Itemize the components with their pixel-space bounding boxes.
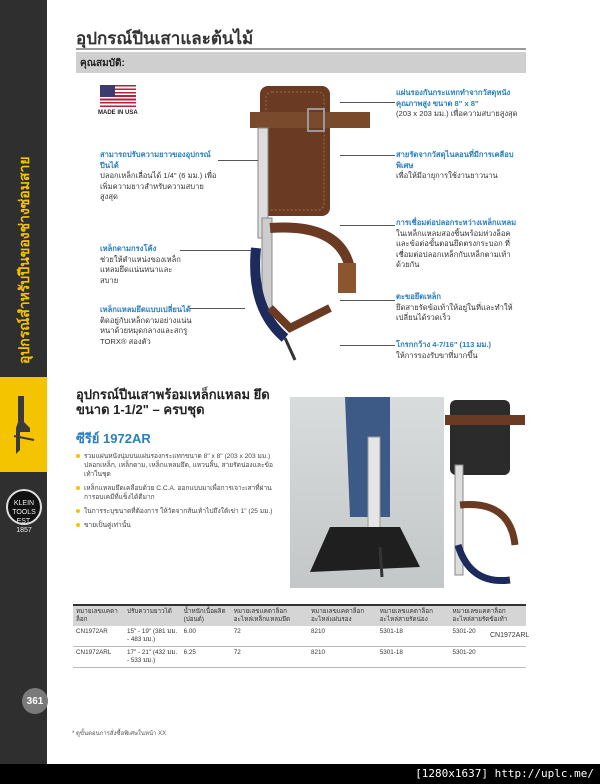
page-number: 361 [22,688,48,714]
table-cell: 6.00 [181,626,231,647]
table-cell: 72 [231,626,308,647]
feature-list [76,452,276,535]
leader-line [340,225,395,226]
table-cell: 8210 [308,626,377,647]
leader-line [180,250,252,251]
callout-pad: แผ่นรองกันกระแทกทำจากวัสดุหนังคุณภาพสูง ขนาด 8" x 8" (203 x 203 มม.) เพื่อความสบายสูงสุด [396,88,518,118]
column-header: หมายเลขแคตาล็อกอะไหล่เหล็กแหลมยึด [231,605,308,626]
product-title: อุปกรณ์ปีนเสาพร้อมเหล็กแหลม ยึดขนาด 1-1/2" – ครบชุด [76,387,270,417]
leader-line [340,300,395,301]
callout-size: โกรกกว้าง 4-7/16" (113 มม.) ให้การรองรับขาที่มากขึ้น [396,340,492,360]
table-cell: 5301-18 [377,647,450,668]
table-cell: 72 [231,647,308,668]
callout-strap: สายรัดจากวัสดุไนลอนที่มีการเคลือบพิเศษ เพื่อให้มีอายุการใช้งานยาวนาน [396,150,514,180]
leader-line [340,102,395,103]
table-cell: 8210 [308,647,377,668]
column-header: หมายเลขแคตาล็อกอะไหล่สายรัดข้อเท้า [450,605,526,626]
column-header: หมายเลขแคตาล็อก [73,605,124,626]
table-header-row [73,605,526,626]
sidebar [0,0,47,764]
leader-line [340,155,395,156]
table-cell: 5301-20 [450,626,526,647]
table-row [73,626,526,647]
features-bar [76,52,526,73]
list-item: รวมแผ่นหนังนุ่มบนแผ่นรองกระแทกขนาด 8" x 8" (203 x 203 มม.) ปลอกเหล็ก, เหล็กดาม, เหล็กแหลมยึด, แหวนลิ้น, สายรัดน่องและข้อเท้าในชุด [76,452,276,479]
pole-climber-illustration [230,78,400,363]
column-header: น้ำหนักเนื้อผลิต (ปอนด์) [181,605,231,626]
page-title: อุปกรณ์ปีนเสาและต้นไม้ [76,29,254,48]
klein-tools-logo: KLEIN TOOLS EST. 1857 [6,489,42,525]
features-label: คุณสมบัติ: [80,58,125,69]
title-divider [76,48,526,50]
photo-caption: CN1972ARL [490,632,530,639]
list-item: ขายเป็นคู่เท่านั้น [76,521,276,530]
callout-gaff: เหล็กแหลมยึดแบบเปลี่ยนได้ ติดอยู่กับเหล็กดามอย่างแน่นหนาด้วยหมุดกลางและสกรู TORX® สองตัว [100,305,192,346]
table-cell: CN1972AR [73,626,124,647]
table-cell: CN1972ARL [73,647,124,668]
climber-product-image [440,395,530,595]
table-cell: 17" - 21" (432 มม. - 533 มม.) [124,647,181,668]
callout-connector: การเชื่อมต่อปลอกระหว่างเหล็กแหลม ในเหล็กแหลมสองชิ้นพร้อมห่วงล็อคและข้อต่อขั้นตอนยึดตรงกระบอก ที่เชื่อมต่อปลอกเหล็กกับเหล็กตามเท้าด้วยกัน [396,218,517,269]
callout-adjust: สามารถปรับความยาวของอุปกรณ์ปีนได้ ปลอกเหล็กเลื่อนได้ 1/4" (6 มม.) เพื่อเพิ่มความยาวสำหรับความสบายสูงสุด [100,150,217,201]
spec-table [73,604,526,668]
series-label: ซีรีย์ 1972AR [76,431,151,446]
table-cell: 5301-18 [377,626,450,647]
footnote: * ดูขั้นตอนการสั่งซื้อพิเศษในหน้า XX [72,731,167,737]
leader-line [190,308,245,309]
table-cell: 5301-20 [450,647,526,668]
column-header: หมายเลขแคตาล็อกอะไหล่สายรัดน่อง [377,605,450,626]
usa-flag-icon [100,85,136,107]
leader-line [218,160,258,161]
callout-wide-bar: เหล็กดามกรงโค้ง ช่วยให้ตำแหน่งของเหล็กแหลมยึดแน่นหนาและสบาย [100,244,181,285]
climber-tool-icon [8,392,38,457]
product-photo [290,397,444,588]
column-header: หมายเลขแคตาล็อกอะไหล่แผ่นรอง [308,605,377,626]
table-cell: 15" - 19" (381 มม. - 483 มม.) [124,626,181,647]
sidebar-title: อุปกรณ์สำหรับปีนของช่างซ่อมสาย [16,156,32,364]
leader-line [340,345,395,346]
table-row [73,647,526,668]
watermark-text: [1280x1637] http://uplc.me/ [415,767,594,780]
column-header: ปรับความยาวได้ [124,605,181,626]
table-cell: 6.25 [181,647,231,668]
callout-buckle: ตะขอยึดเหล็ก ยึดสายรัดข้อเท้าให้อยู่ในที่และทำให้เปลี่ยนได้รวดเร็ว [396,292,513,322]
list-item: ในการระบุขนาดที่ต้องการ ให้วัดจากส้นเท้าไปถึงใต้เข่า 1" (25 มม.) [76,507,276,516]
list-item: เหล็กแหลมยึดเคลือบด้วย C.C.A. ออกแบบมาเพื่อการเจาะเสาที่ผ่านการอบเคมีที่แข็งได้ดีมาก [76,484,276,502]
made-in-usa-label: MADE IN USA [98,110,138,116]
watermark-bar [0,764,600,784]
